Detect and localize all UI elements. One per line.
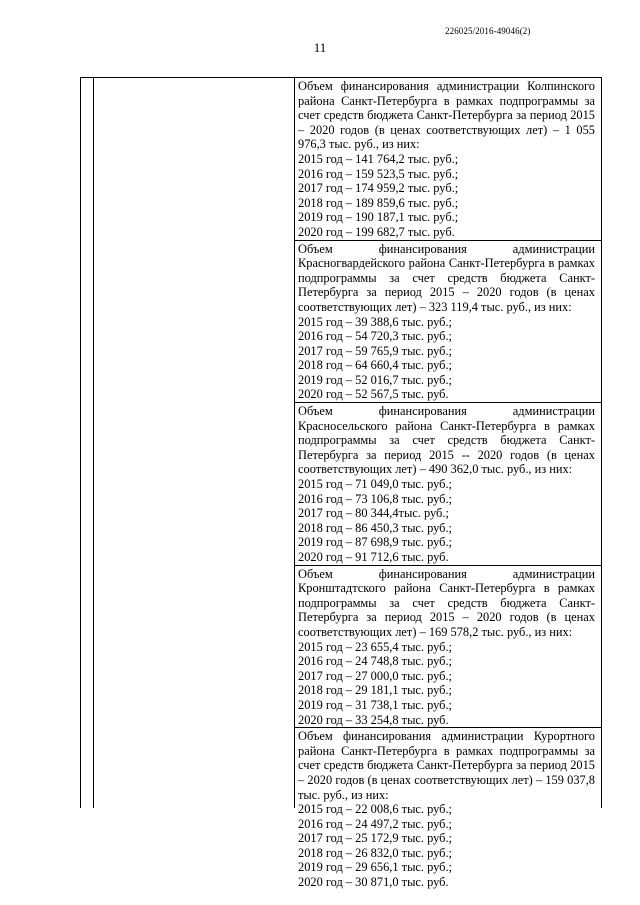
funding-block-krasnoselsky — [295, 404, 601, 566]
funding-summary: Объем финансирования администрации Курортного района Санкт-Петербурга в рамках подпрограммы за счет средств бюджета Санкт-Петербурга за период 2015 – 2020 годов (в ценах соответствующих лет) – 159 037,8 тыс. руб., из них: — [298, 729, 595, 802]
year-line: 2020 год – 91 712,6 тыс. руб. — [298, 550, 449, 564]
year-line: 2017 год – 174 959,2 тыс. руб.; — [298, 181, 459, 196]
funding-summary: Объем финансирования администрации Красносельского района Санкт-Петербурга в рамках подпрограммы за счет средств бюджета Санкт-Петербурга за период 2015 -- 2020 годов (в ценах соответствующих лет) – 490 362,0 тыс. руб., из них: — [298, 404, 595, 477]
table-column-label — [93, 78, 295, 808]
year-line: 2017 год – 59 765,9 тыс. руб.; — [298, 343, 452, 358]
year-line: 2015 год – 39 388,6 тыс. руб.; — [298, 314, 452, 329]
year-line: 2017 год – 25 172,9 тыс. руб.; — [298, 831, 452, 846]
funding-summary: Объем финансирования администрации Красногвардейского района Санкт-Петербурга в рамках подпрограммы за счет средств бюджета Санкт-Петербурга за период 2015 – 2020 годов (в ценах соответствующих лет) – 323 119,4 тыс. руб., из них: — [298, 241, 595, 314]
funding-block-kronshtadtsky — [295, 567, 601, 729]
year-line: 2020 год – 199 682,7 тыс. руб. — [298, 224, 455, 239]
year-line: 2016 год – 54 720,3 тыс. руб.; — [298, 329, 452, 344]
funding-block-kurortny — [295, 729, 601, 890]
page-number: 11 — [313, 40, 327, 55]
year-line: 2019 год – 52 016,7 тыс. руб.; — [298, 372, 452, 387]
year-line: 2020 год – 33 254,8 тыс. руб. — [298, 712, 449, 727]
document-id: 226025/2016-49046(2) — [445, 26, 531, 36]
funding-summary: Объем финансирования администрации Колпинского района Санкт-Петербурга в рамках подпрограммы за счет средств бюджета Санкт-Петербурга за период 2015 – 2020 годов (в ценах соответствующих лет) – 1 055 976,3 тыс. руб., из них: — [298, 79, 595, 152]
year-line: 2017 год – 80 344,4тыс. руб.; — [298, 506, 449, 521]
year-line: 2020 год – 52 567,5 тыс. руб. — [298, 387, 449, 402]
year-line: 2019 год – 87 698,9 тыс. руб.; — [298, 535, 452, 550]
year-line: 2018 год – 29 181,1 тыс. руб.; — [298, 683, 452, 698]
funding-summary: Объем финансирования администрации Кронштадтского района Санкт-Петербурга в рамках подпрограммы за счет средств бюджета Санкт-Петербурга за период 2015 – 2020 годов (в ценах соответствующих лет) – 169 578,2 тыс. руб., из них: — [298, 566, 595, 639]
year-line: 2016 год – 24 497,2 тыс. руб.; — [298, 816, 452, 831]
year-line: 2018 год – 64 660,4 тыс. руб.; — [298, 358, 452, 373]
year-line: 2015 год – 141 764,2 тыс. руб.; — [298, 151, 459, 166]
funding-block-kolpinsky — [295, 79, 601, 241]
year-line: 2016 год – 73 106,8 тыс. руб.; — [298, 491, 452, 506]
year-line: 2018 год – 86 450,3 тыс. руб.; — [298, 520, 452, 535]
year-line: 2019 год – 31 738,1 тыс. руб.; — [298, 697, 452, 712]
year-line: 2015 год – 71 049,0 тыс. руб.; — [298, 477, 452, 492]
table-column-content — [295, 78, 601, 890]
year-line: 2016 год – 24 748,8 тыс. руб.; — [298, 654, 452, 669]
year-line: 2018 год – 26 832,0 тыс. руб.; — [298, 845, 452, 860]
year-line: 2015 год – 23 655,4 тыс. руб.; — [298, 639, 452, 654]
year-line: 2020 год – 30 871,0 тыс. руб. — [298, 875, 449, 890]
year-line: 2015 год – 22 008,6 тыс. руб.; — [298, 802, 452, 817]
year-line: 2019 год – 29 656,1 тыс. руб.; — [298, 860, 452, 875]
table — [80, 77, 602, 890]
year-line: 2018 год – 189 859,6 тыс. руб.; — [298, 195, 459, 210]
year-line: 2017 год – 27 000,0 тыс. руб.; — [298, 668, 452, 683]
funding-block-krasnogvardeysky — [295, 242, 601, 404]
year-line: 2016 год – 159 523,5 тыс. руб.; — [298, 166, 459, 181]
year-line: 2019 год – 190 187,1 тыс. руб.; — [298, 210, 459, 225]
